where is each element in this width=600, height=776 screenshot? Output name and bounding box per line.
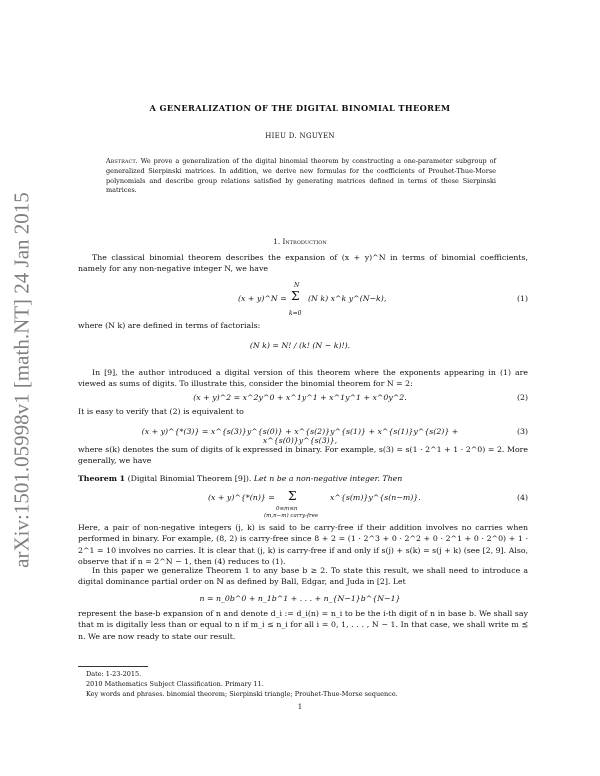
equation-2: (x + y)^2 = x^2y^0 + x^1y^1 + x^1y^1 + x^0y^2. [193,393,407,402]
equation-1-number: (1) [516,294,528,303]
equation-1-rhs: (N k) x^k y^(N−k), [308,294,387,303]
equation-2-number: (2) [516,393,528,402]
paragraph-3: In [9], the author introduced a digital version of this theorem where the exponents appearing in (1) are viewed as sums of digits. To illustrate this, consider the binomial theorem for N = 2: [78,368,528,389]
equation-4-lhs: (x + y)^{*(n)} = [208,493,275,502]
footnote-msc: 2010 Mathematics Subject Classification. Primary 11. [86,680,264,688]
paragraph-6: Here, a pair of non-negative integers (j, k) is said to be carry-free if their addition involves no carries when performed in binary. For example, (8, 2) is carry-free since 8 + 2 = (1 · 2^3 + 0 · 2^2 + 0 · 2^1 + 0 · 2^0) + 1 · 2^1 = 10 involves no carries. It is clear that (j, k) is carry-free if and only if s(j) + s(k) = s(j + k) (see [2, 9]. Also, observe that if n = 2^N − 1, then (4) reduces to (1). [78,523,528,567]
paragraph-1: The classical binomial theorem describes the expansion of (x + y)^N in terms of binomial coefficients, namely for any non-negative integer N, we have [78,253,528,274]
theorem-1 [78,473,528,484]
equation-1-lhs: (x + y)^N = [238,294,287,303]
page-number: 1 [297,703,303,711]
paragraph-5: where s(k) denotes the sum of digits of k expressed in binary. For example, s(3) = s(1 · 2^1 + 1 · 2^0) = 2. More generally, we have [78,445,528,466]
paper-author: HIEU D. NGUYEN [265,132,335,140]
footnote-date: Date: 1-23-2015. [86,670,142,678]
base-b-expansion: n = n_0b^0 + n_1b^1 + . . . + n_{N−1}b^{N−1} [199,594,401,603]
footnote-rule [78,666,148,667]
section-name: Introduction [282,237,327,246]
binomial-definition: (N k) = N! / (k! (N − k)!). [249,341,351,350]
paragraph-8: represent the base-b expansion of n and denote d_i := d_i(n) = n_i to be the i-th digit of n in base b. We shall say that m is digitally less than or equal to n if m_i ≤ n_i for all i = 0, 1, . . . , N − 1. In that case, we shall write m ⪯ n. We are now ready to state our result. [78,609,528,641]
paragraph-2: where (N k) are defined in terms of factorials: [78,321,261,330]
abstract-text: We prove a generalization of the digital binomial theorem by constructing a one-parameter subgroup of generalized Sierpinski matrices. In addition, we derive new formulas for the coefficients of Prouhet-Thue-Morse polynomials and describe group relations satisfied by generating matrices defined in terms of these Sierpinski matrices. [106,157,496,195]
paragraph-7: In this paper we generalize Theorem 1 to any base b ≥ 2. To state this result, we shall need to introduce a digital dominance partial order on ℕ as defined by Ball, Edgar, and Juda in [2]. Let [78,566,528,587]
theorem-statement: Let n be a non-negative integer. Then [253,474,403,483]
equation-4-rhs: x^{s(m)}y^{s(n−m)}. [330,493,421,502]
arxiv-side-stamp [2,170,42,590]
equation-1-sum-bottom: k=0 [289,310,302,317]
equation-3: (x + y)^{*(3)} = x^{s(3)}y^{s(0)} + x^{s(2)}y^{s(1)} + x^{s(1)}y^{s(2)} + x^{s(0)}y^{s(3)}, [141,427,459,445]
abstract-label: Abstract. [106,157,138,165]
arxiv-id: arXiv:1501.05998v1 [math.NT] 24 Jan 2015 [9,192,34,568]
section-heading [0,237,600,246]
equation-4-number: (4) [516,493,528,502]
equation-4-sub1: 0≤m≤n [276,506,298,512]
footnote-keywords: Key words and phrases. binomial theorem; Sierpinski triangle; Prouhet-Thue-Morse sequence. [86,690,398,698]
abstract [106,157,496,196]
equation-4 [160,488,440,524]
paragraph-4: It is easy to verify that (2) is equivalent to [78,407,244,416]
equation-1 [200,282,400,322]
equation-1-sum-top: N [294,282,300,289]
equation-4-sub2: (m,n−m) carry-free [264,513,319,519]
equation-3-number: (3) [516,427,528,436]
theorem-label: Theorem 1 [78,474,126,483]
sum-sign: Σ [288,489,297,503]
paper-title: A GENERALIZATION OF THE DIGITAL BINOMIAL THEOREM [149,103,451,113]
section-number: 1. [273,237,281,246]
sum-sign: Σ [291,289,300,303]
theorem-name: (Digital Binomial Theorem [9]). [127,474,252,483]
